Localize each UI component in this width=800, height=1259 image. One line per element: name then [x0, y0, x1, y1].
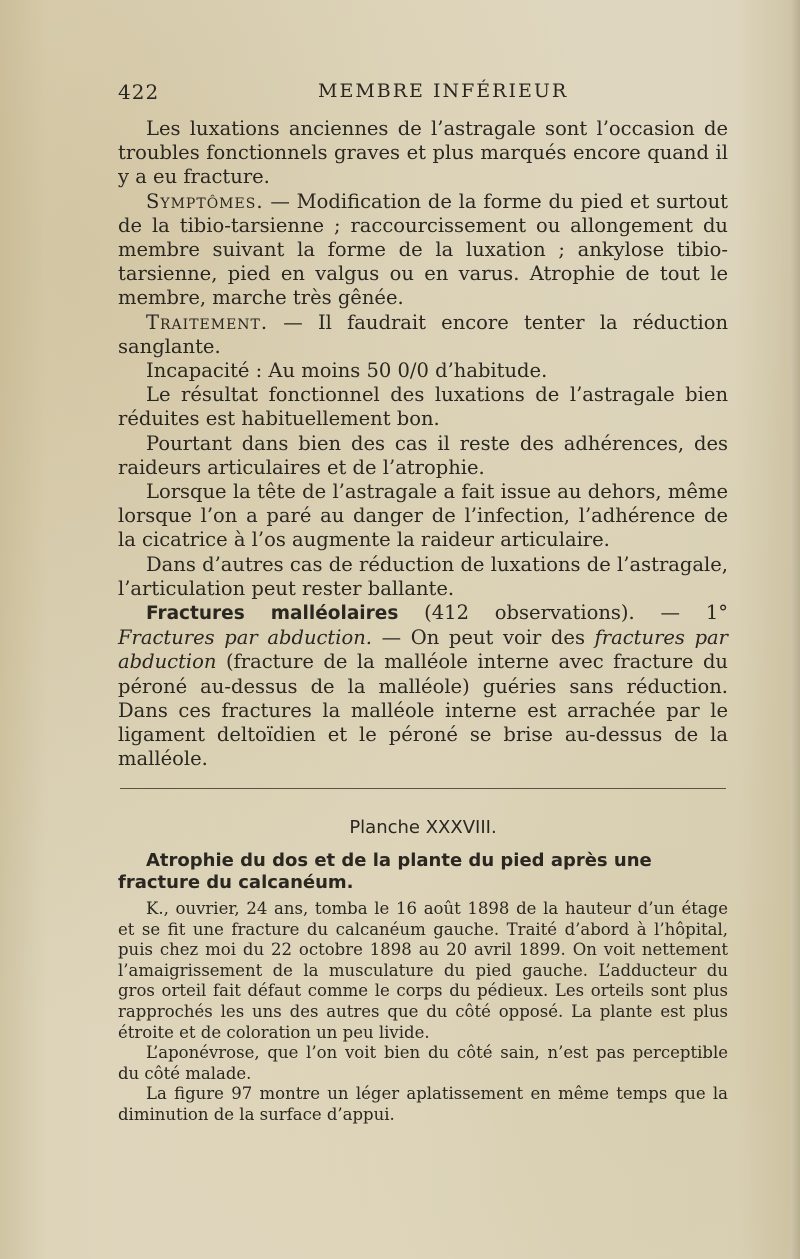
paragraph: Le résultat fonctionnel des luxations de l’astragale bien réduites est habituellement bon.: [118, 383, 728, 431]
page-edge-shadow: [790, 0, 800, 1259]
plate-title: Planche XXXVIII.: [349, 817, 497, 838]
running-title: MEMBRE INFÉRIEUR: [318, 80, 569, 102]
paragraph-fractures: [118, 601, 728, 771]
paragraph: Lorsque la tête de l’astragale a fait issue au dehors, même lorsque l’on a paré au danger de l’infection, l’adhérence de la cicatrice à l’os augmente la raideur articulaire.: [118, 480, 728, 552]
paragraph-text: (412 observations). — 1°: [398, 601, 729, 625]
plate-heading: Atrophie du dos et de la plante du pied après une fracture du calcanéum.: [118, 850, 652, 893]
paragraph: Pourtant dans bien des cas il reste des adhérences, des raideurs articulaires et de l’atrophie.: [118, 431, 728, 479]
caption-paragraph: K., ouvrier, 24 ans, tomba le 16 août 1898 de la hauteur d’un étage et se fit une fracture du calcanéum gauche. Traité d’abord à l’hôpital, puis chez moi du 22 octobre 1898 au 20 avril 1899. On voit nettement l’amaigrissement de la musculature du pied gauche. L’adducteur du gros orteil fait défaut comme le corps du pédieux. Les orteils sont plus rapprochés les uns des autres que du côté opposé. La plante est plus étroite et de coloration un peu livide.: [118, 899, 728, 1042]
paragraph: Incapacité : Au moins 50 0/0 d’habitude.: [146, 359, 548, 383]
caption-paragraph: La figure 97 montre un léger aplatissement en même temps que la diminution de la surface d’appui.: [118, 1084, 728, 1124]
italic-term: Fractures par abduction.: [118, 626, 372, 650]
main-text: [118, 117, 728, 771]
italic-term: fractures par abduction: [118, 626, 729, 674]
paragraph-text: — On peut voir des: [372, 626, 595, 650]
page-number: 422: [118, 80, 160, 104]
page-header: [118, 80, 726, 110]
section-label-treatment: Traitement.: [146, 310, 269, 334]
paragraph: Les luxations anciennes de l’astragale sont l’occasion de troubles fonctionnels graves et plus marqués encore quand il y a eu fracture.: [118, 117, 728, 189]
section-heading-fractures: Fractures malléolaires: [146, 603, 399, 625]
paragraph: Dans d’autres cas de réduction de luxations de l’astragale, l’articulation peut rester ballante.: [118, 552, 728, 600]
section-label-symptoms: Symptômes.: [146, 189, 264, 213]
caption-paragraph: L’aponévrose, que l’on voit bien du côté sain, n’est pas perceptible du côté malade.: [118, 1043, 728, 1083]
paragraph-treatment: [118, 311, 728, 359]
paragraph-text: (fracture de la malléole interne avec fracture du péroné au-dessus de la malléole) guéries sans réduction. Dans ces fractures la malléole interne est arrachée par le ligament deltoïdien et le péroné se brise au-dessus de la malléole.: [118, 650, 728, 771]
paragraph-text: — Modification de la forme du pied et surtout de la tibio-tarsienne ; raccourcissement ou allongement du membre suivant la forme de la luxation ; ankylose tibio-tarsienne, pied en valgus ou en varus. Atrophie de tout le membre, marche très gênée.: [118, 189, 728, 310]
paragraph-text: — Il faudrait encore tenter la réduction sanglante.: [118, 310, 728, 358]
paragraph-symptoms: [118, 190, 728, 311]
plate-caption: [118, 899, 728, 1126]
horizontal-rule: [120, 788, 726, 789]
